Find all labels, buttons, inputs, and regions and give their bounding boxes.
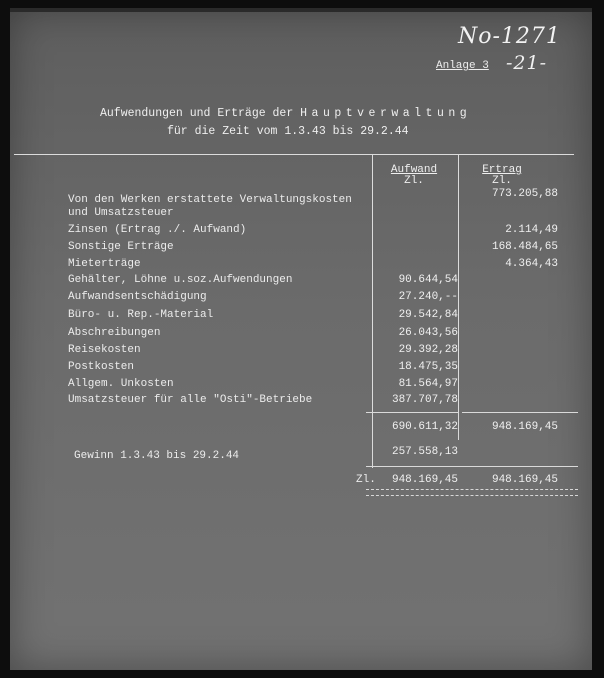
table-row xyxy=(10,361,592,375)
table-row xyxy=(10,188,592,208)
handwritten-annex-number: -21- xyxy=(506,52,548,74)
row-ertrag: 773.205,88 xyxy=(491,188,558,200)
row-aufwand: 387.707,78 xyxy=(391,394,458,406)
table-row xyxy=(10,224,592,238)
column-header-ertrag: Ertrag xyxy=(482,164,522,176)
subtotal-divider-left xyxy=(372,412,373,468)
row-aufwand: 18.475,35 xyxy=(398,361,458,373)
annex-label: Anlage 3 xyxy=(436,60,489,72)
table-row xyxy=(10,344,592,358)
subtotal-rule-aufwand xyxy=(366,412,458,413)
row-aufwand: 81.564,97 xyxy=(398,378,458,390)
total-ertrag: 948.169,45 xyxy=(491,474,558,486)
table-row xyxy=(10,291,592,305)
table-row xyxy=(10,309,592,323)
profit-label: Gewinn 1.3.43 bis 29.2.44 xyxy=(74,450,240,462)
row-label: Reisekosten xyxy=(68,344,141,356)
table-row xyxy=(10,241,592,255)
total-double-rule xyxy=(366,489,578,496)
row-label: Abschreibungen xyxy=(68,327,161,339)
row-label: Zinsen (Ertrag ./. Aufwand) xyxy=(68,224,247,236)
document-title xyxy=(100,107,471,120)
title-spaced-word: Hauptverwaltung xyxy=(300,107,472,120)
table-row xyxy=(10,258,592,272)
row-ertrag: 2.114,49 xyxy=(505,224,558,236)
table-row xyxy=(10,207,592,221)
title-prefix: Aufwendungen und Erträge der xyxy=(100,107,301,120)
document-period: für die Zeit vom 1.3.43 bis 29.2.44 xyxy=(167,125,409,138)
subtotal-aufwand: 690.611,32 xyxy=(391,421,458,433)
row-aufwand: 90.644,54 xyxy=(398,274,458,286)
row-aufwand: 27.240,-- xyxy=(398,291,458,303)
total-aufwand: 948.169,45 xyxy=(391,474,458,486)
total-currency-label: Zl. xyxy=(356,474,376,486)
document-page xyxy=(10,8,592,670)
column-header-aufwand: Aufwand xyxy=(390,164,438,176)
row-label: Büro- u. Rep.-Material xyxy=(68,309,214,321)
table-top-rule xyxy=(14,154,574,155)
column-unit-aufwand: Zl. xyxy=(404,175,424,187)
scan-edge xyxy=(10,8,592,12)
total-rule xyxy=(366,466,578,467)
row-label: Umsatzsteuer für alle "Osti"-Betriebe xyxy=(68,394,313,406)
row-label: Postkosten xyxy=(68,361,135,373)
table-row xyxy=(10,327,592,341)
profit-value: 257.558,13 xyxy=(391,446,458,458)
subtotal-rule-ertrag xyxy=(462,412,578,413)
row-aufwand: 26.043,56 xyxy=(398,327,458,339)
row-aufwand: 29.392,28 xyxy=(398,344,458,356)
column-unit-ertrag: Zl. xyxy=(492,175,512,187)
subtotal-divider-right xyxy=(458,412,459,440)
table-row xyxy=(10,394,592,408)
row-label: Gehälter, Löhne u.soz.Aufwendungen xyxy=(68,274,293,286)
row-aufwand: 29.542,84 xyxy=(398,309,458,321)
handwritten-document-number: No-1271 xyxy=(458,24,561,49)
row-label: Aufwandsentschädigung xyxy=(68,291,207,303)
row-ertrag: 4.364,43 xyxy=(505,258,558,270)
subtotal-ertrag: 948.169,45 xyxy=(491,421,558,433)
row-ertrag: 168.484,65 xyxy=(491,241,558,253)
table-row xyxy=(10,274,592,288)
row-label: und Umsatzsteuer xyxy=(68,207,174,219)
row-label: Mieterträge xyxy=(68,258,141,270)
row-label: Von den Werken erstattete Verwaltungskosten xyxy=(68,194,352,206)
row-label: Allgem. Unkosten xyxy=(68,378,174,390)
row-label: Sonstige Erträge xyxy=(68,241,174,253)
table-row xyxy=(10,378,592,392)
